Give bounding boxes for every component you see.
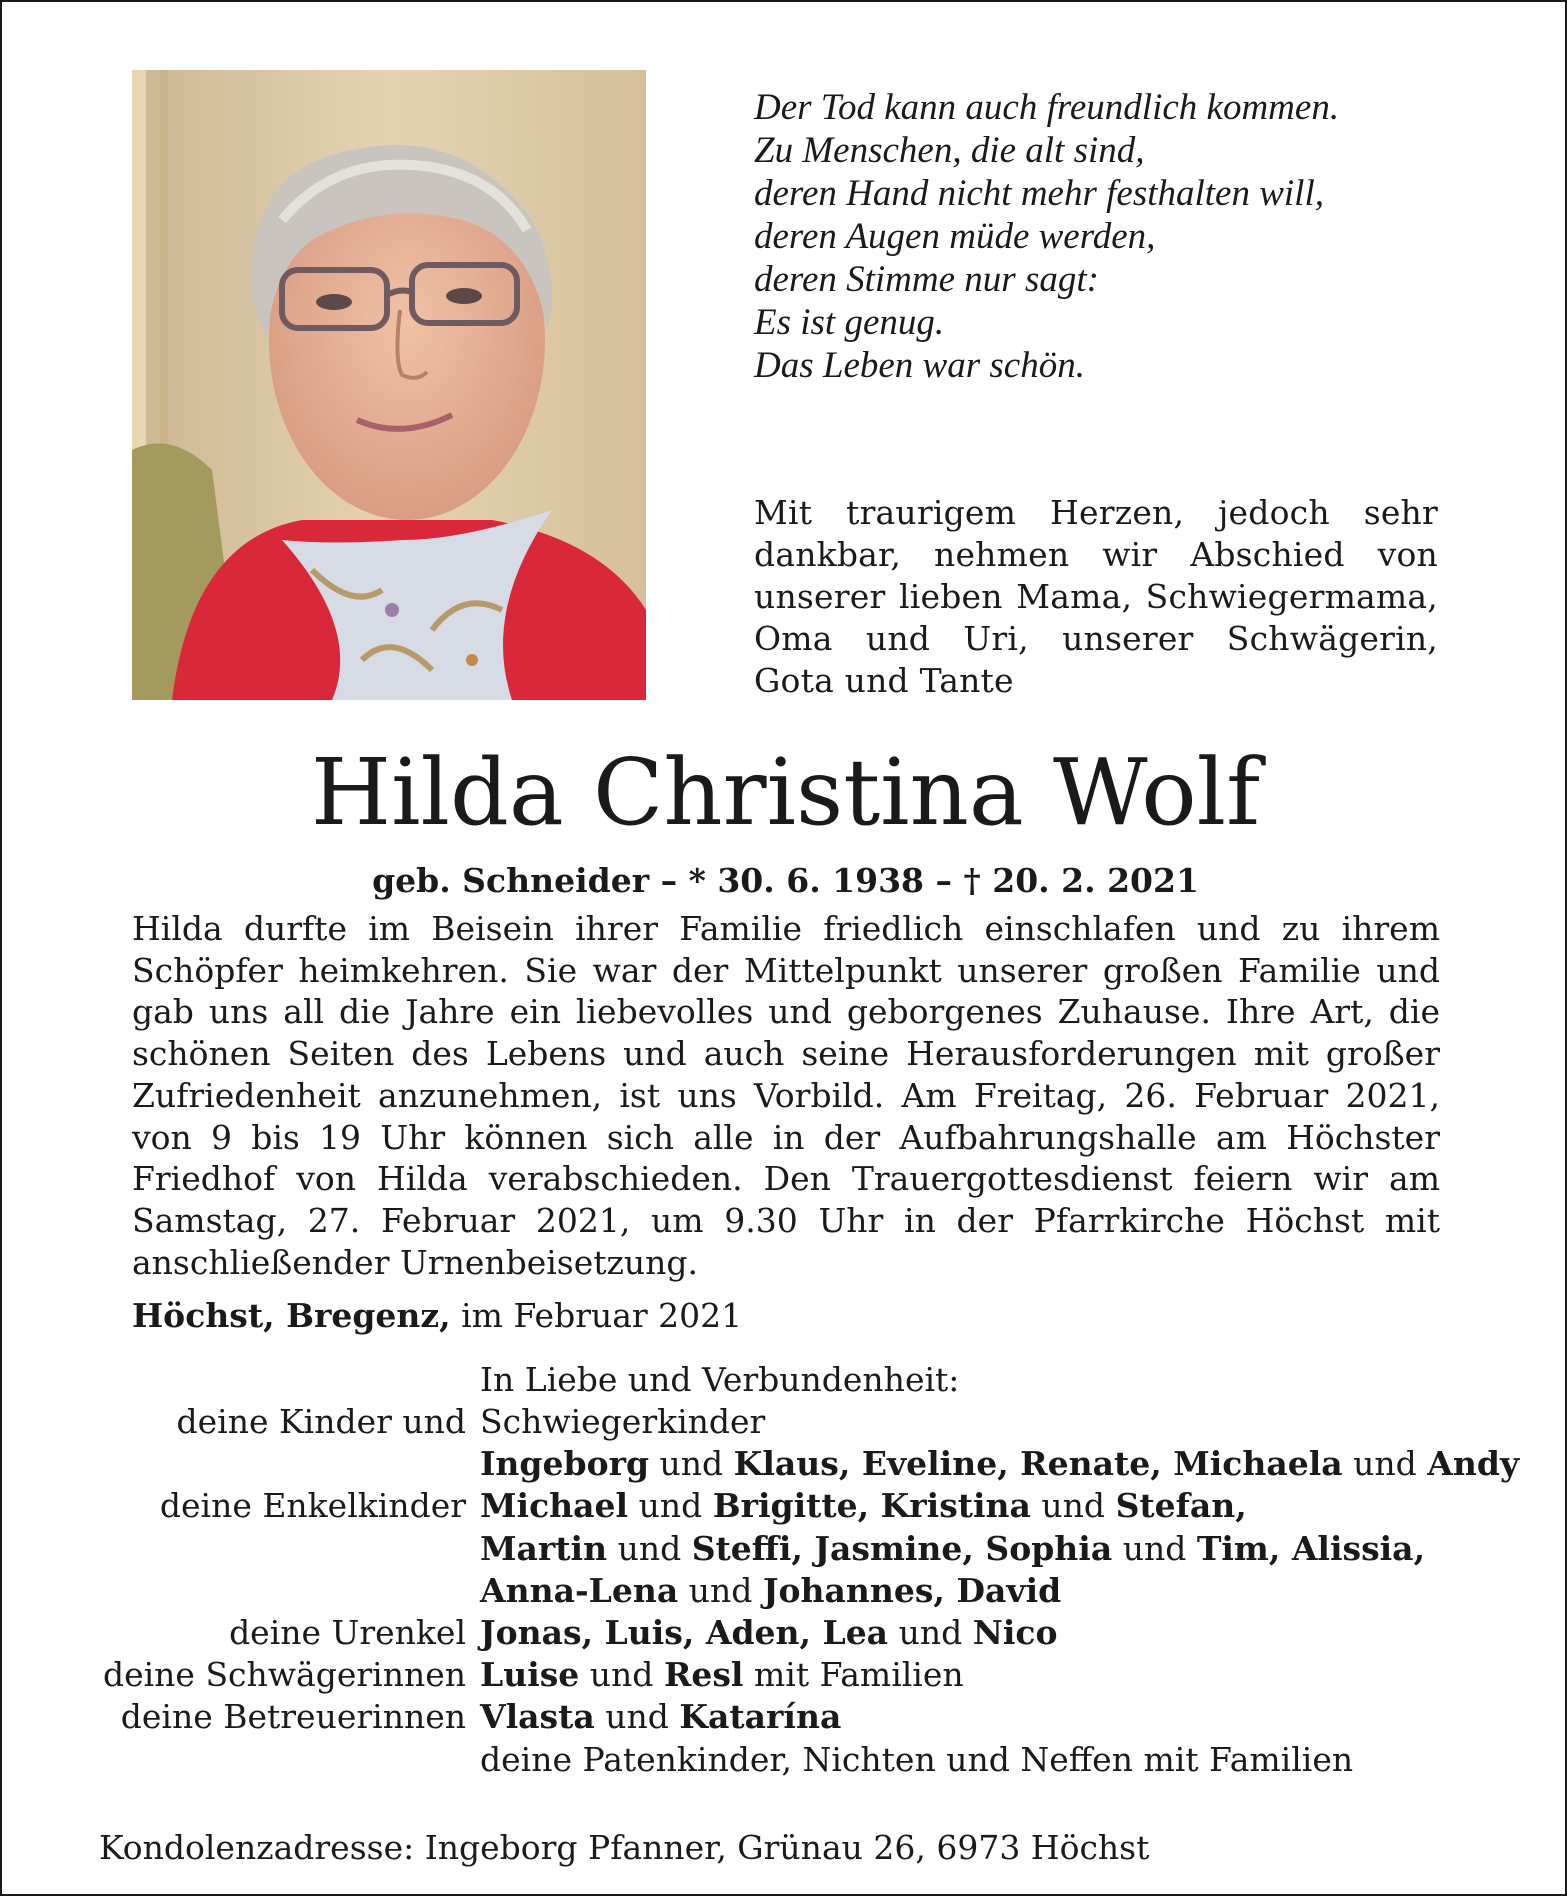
family-member-name: Vlasta bbox=[480, 1697, 595, 1737]
poem-line: deren Augen müde werden, bbox=[754, 216, 1156, 257]
family-names bbox=[480, 1612, 1058, 1654]
family-connector-text: mit Familien bbox=[743, 1655, 964, 1695]
family-names bbox=[480, 1696, 841, 1738]
family-row bbox=[2, 1696, 1567, 1738]
family-relation-label: deine Urenkel bbox=[229, 1613, 466, 1652]
family-connector-text: und bbox=[628, 1486, 713, 1526]
family-names bbox=[480, 1443, 1519, 1485]
family-member-name: Jonas, Luis, Aden, Lea bbox=[480, 1613, 889, 1652]
family-member-name: Nico bbox=[972, 1613, 1058, 1652]
family-connector-text: und bbox=[678, 1570, 763, 1610]
family-row bbox=[2, 1485, 1567, 1527]
poem-line: Das Leben war schön. bbox=[754, 345, 1085, 386]
family-connector-text: deine Patenkinder, Nichten und Neffen mit Familien bbox=[480, 1739, 1354, 1779]
poem-line: Zu Menschen, die alt sind, bbox=[754, 130, 1145, 171]
family-member-name: Martin bbox=[480, 1528, 608, 1568]
family-member-name: Anna-Lena bbox=[480, 1570, 679, 1610]
intro-text: Mit traurigem Herzen, jedoch sehr dankbar, nehmen wir Abschied von unserer lieben Mama, Schwiegermama, Oma und Uri, unserer Schwägerin, Gota und Tante bbox=[754, 493, 1438, 700]
family-member-name: Resl bbox=[663, 1655, 744, 1695]
poem-line: Der Tod kann auch freundlich kommen. bbox=[754, 87, 1340, 128]
family-member-name: Stefan, bbox=[1115, 1486, 1247, 1526]
family-names bbox=[480, 1401, 765, 1443]
family-connector-text: und bbox=[1030, 1486, 1116, 1526]
family-connector-text: und bbox=[888, 1613, 973, 1652]
family-relation-label: deine Betreuerinnen bbox=[120, 1697, 466, 1737]
family-member-name: Ingeborg bbox=[480, 1444, 650, 1484]
family-row bbox=[2, 1570, 1567, 1612]
family-relation-label: deine Schwägerinnen bbox=[102, 1655, 466, 1695]
family-member-name: Klaus, Eveline, Renate, Michaela bbox=[733, 1444, 1343, 1484]
deceased-name: Hilda Christina Wolf bbox=[310, 739, 1261, 846]
family-connector-text: Schwiegerkinder bbox=[480, 1402, 766, 1441]
family-names bbox=[480, 1654, 964, 1696]
family-names bbox=[480, 1739, 1353, 1781]
family-relation-label: deine Enkelkinder bbox=[159, 1486, 466, 1526]
place-date: im Februar 2021 bbox=[450, 1296, 743, 1335]
family-member-name: Tim, Alissia, bbox=[1196, 1528, 1426, 1568]
birth-date: 30. 6. 1938 bbox=[717, 861, 925, 900]
born-separator: – * bbox=[649, 861, 718, 900]
family-names bbox=[480, 1570, 1061, 1612]
life-dates bbox=[2, 859, 1567, 903]
family-member-name: Katarína bbox=[679, 1697, 842, 1737]
family-row bbox=[2, 1401, 1567, 1443]
family-connector-text: und bbox=[1112, 1528, 1197, 1568]
family-row bbox=[2, 1739, 1567, 1781]
family-names bbox=[480, 1528, 1425, 1570]
poem-line: deren Hand nicht mehr festhalten will, bbox=[754, 173, 1324, 214]
family-member-name: Michael bbox=[480, 1486, 629, 1526]
family-member-name: Andy bbox=[1427, 1444, 1520, 1484]
family-member-name: Steffi, Jasmine, Sophia bbox=[691, 1528, 1113, 1568]
family-member-name: Luise bbox=[480, 1655, 580, 1695]
family-names bbox=[480, 1485, 1247, 1527]
family-connector-text: und bbox=[607, 1528, 692, 1568]
family-connector-text: und bbox=[649, 1444, 734, 1484]
family-connector-text: und bbox=[594, 1697, 680, 1737]
obituary-body: Hilda durfte im Beisein ihrer Familie friedlich einschlafen und zu ihrem Schöpfer heimkehren. Sie war der Mittelpunkt unserer großen Familie und gab uns all die Jahre ein liebevolles und geborgenes Zuhause. Ihre Art, die schönen Seiten des Lebens und auch seine Herausforderungen mit großer Zufriedenheit anzunehmen, ist uns Vorbild. Am Freitag, 26. Februar 2021, von 9 bis 19 Uhr können sich alle in der Aufbahrungshalle am Höchster Friedhof von Hilda verabschieden. Den Trauergottesdienst feiern wir am Samstag, 27. Februar 2021, um 9.30 Uhr in der Pfarrkirche Höchst mit anschließender Urnenbeisetzung. bbox=[132, 909, 1440, 1282]
family-connector-text: und bbox=[1342, 1444, 1428, 1484]
death-date: 20. 2. 2021 bbox=[992, 861, 1199, 900]
family-row bbox=[2, 1443, 1567, 1485]
poem-line: deren Stimme nur sagt: bbox=[754, 259, 1099, 300]
family-row bbox=[2, 1654, 1567, 1696]
family-relation-label: deine Kinder und bbox=[176, 1402, 466, 1441]
closing-line: In Liebe und Verbundenheit: bbox=[480, 1360, 960, 1399]
poem-line: Es ist genug. bbox=[754, 302, 945, 343]
family-member-name: Johannes, David bbox=[762, 1570, 1062, 1610]
family-member-name: Brigitte, Kristina bbox=[712, 1486, 1031, 1526]
family-row bbox=[2, 1612, 1567, 1654]
died-separator: – † bbox=[924, 861, 993, 900]
condolence-address: Kondolenzadresse: Ingeborg Pfanner, Grünau 26, 6973 Höchst bbox=[99, 1828, 1150, 1867]
birth-name: geb. Schneider bbox=[372, 861, 650, 900]
family-row bbox=[2, 1528, 1567, 1570]
portrait-photo bbox=[132, 70, 646, 700]
family-connector-text: und bbox=[579, 1655, 664, 1695]
place-date-line bbox=[132, 1295, 742, 1337]
poem bbox=[754, 86, 1474, 387]
place-names: Höchst, Bregenz, bbox=[132, 1296, 451, 1335]
portrait-illustration bbox=[132, 70, 646, 700]
